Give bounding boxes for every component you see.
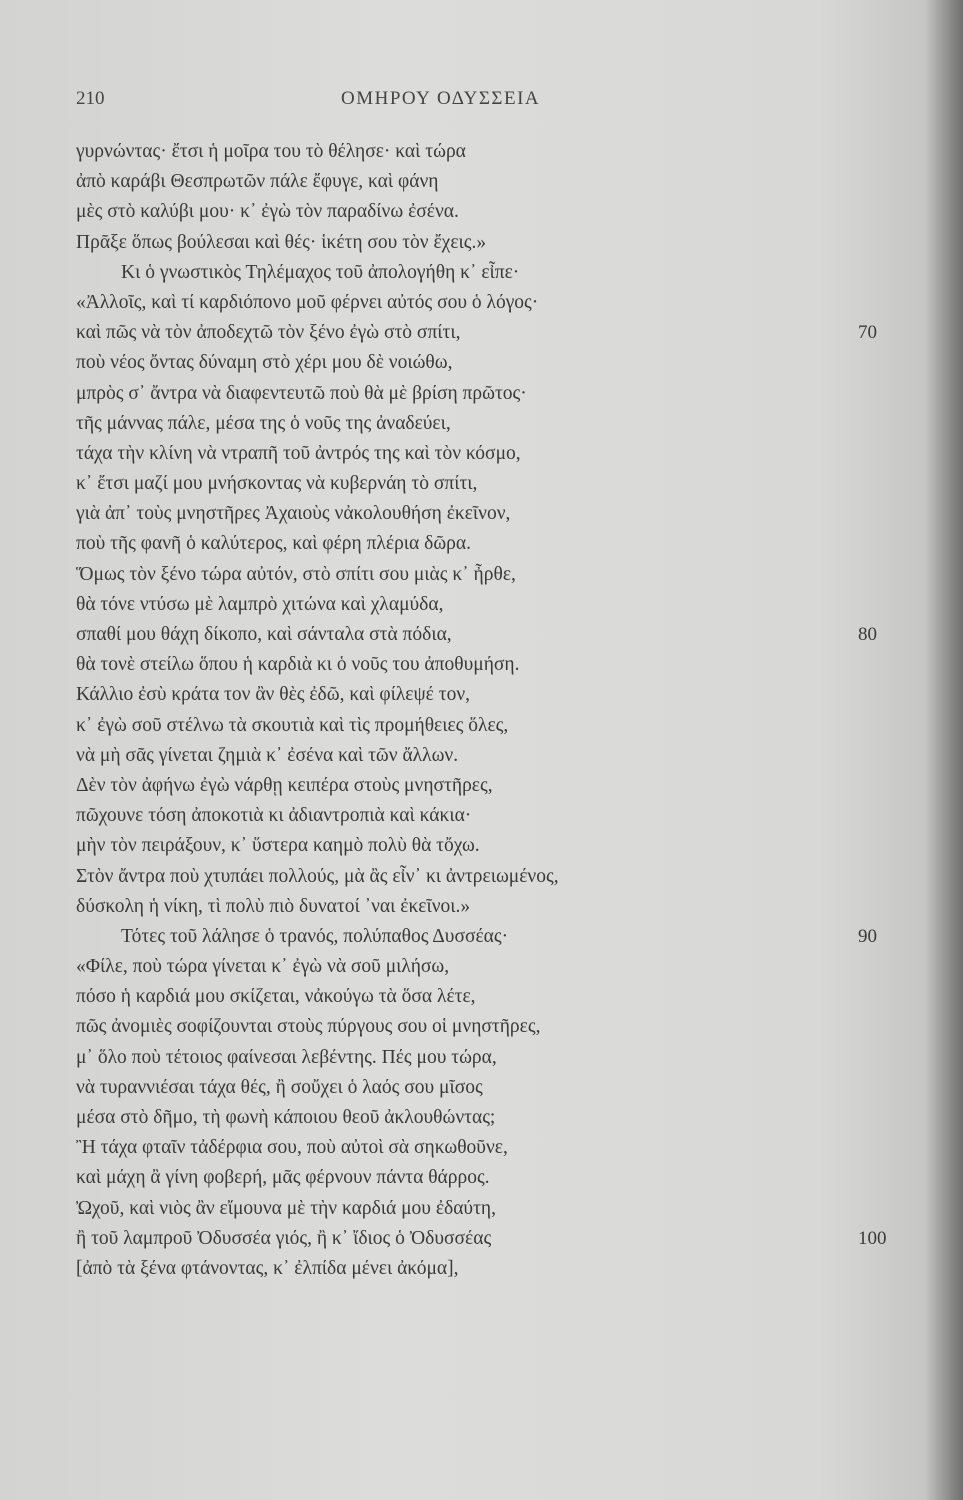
verse-text: νὰ τυραννιέσαι τάχα θές, ἢ σοὔχει ὁ λαός σου μῖσος <box>76 1076 483 1098</box>
verse-line <box>76 801 896 831</box>
verse-line <box>76 1133 896 1163</box>
verse-line <box>76 711 896 741</box>
verse-text: γυρνώντας· ἔτσι ἡ μοῖρα του τὸ θέλησε· καὶ τώρα <box>76 141 466 162</box>
poem-text <box>76 137 896 1284</box>
verse-text: μ᾿ ὅλο ποὺ τέτοιος φαίνεσαι λεβέντης. Πές μου τώρα, <box>76 1046 497 1068</box>
verse-line <box>76 1254 896 1284</box>
verse-line <box>76 1224 896 1254</box>
verse-text: ἢ τοῦ λαμπροῦ Ὀδυσσέα γιός, ἢ κ᾿ ἴδιος ὁ Ὀδυσσέας <box>76 1227 492 1249</box>
verse-line <box>76 469 896 499</box>
verse-line <box>76 288 896 318</box>
verse-line <box>76 831 896 861</box>
verse-line <box>76 318 896 348</box>
verse-line <box>76 137 896 167</box>
verse-text: κ᾿ ἐγὼ σοῦ στέλνω τὰ σκουτιὰ καὶ τὶς προμήθειες ὅλες, <box>76 714 509 736</box>
line-number: 90 <box>858 925 877 947</box>
verse-text: τῆς μάννας πάλε, μέσα της ὁ νοῦς της ἀναδεύει, <box>76 412 451 434</box>
verse-text: Τότες τοῦ λάλησε ὁ τρανός, πολύπαθος Δυσσέας· <box>121 925 509 947</box>
line-number: 80 <box>858 624 877 645</box>
verse-line <box>76 1073 896 1103</box>
verse-line <box>76 1043 896 1073</box>
verse-text: μὴν τὸν πειράξουν, κ᾿ ὕστερα καημὸ πολὺ θὰ τὄχω. <box>76 835 480 857</box>
verse-text: πῶς ἀνομιὲς σοφίζουνται στοὺς πύργους σου οἱ μνηστῆρες, <box>76 1016 541 1038</box>
running-title: ΟΜΗΡΟΥ ΟΔΥΣΣΕΙΑ <box>341 88 541 109</box>
verse-line <box>76 197 896 227</box>
verse-line <box>76 348 896 378</box>
verse-text: μὲς στὸ καλύβι μου· κ᾿ ἐγὼ τὸν παραδίνω ἐσένα. <box>76 201 459 223</box>
verse-text: νὰ μὴ σᾶς γίνεται ζημιὰ κ᾿ ἐσένα καὶ τῶν ἄλλων. <box>76 744 459 766</box>
verse-text: σπαθί μου θάχη δίκοπο, καὶ σάνταλα στὰ πόδια, <box>76 624 452 645</box>
verse-line <box>76 862 896 892</box>
verse-line <box>76 167 896 197</box>
verse-line <box>76 439 896 469</box>
verse-text: πῶχουνε τόση ἀποκοτιὰ κι ἀδιαντροπιὰ καὶ κάκια· <box>76 805 472 827</box>
page-number: 210 <box>76 88 105 109</box>
verse-line <box>76 590 896 620</box>
verse-text: Πρᾶξε ὅπως βούλεσαι καὶ θές· ἱκέτη σου τὸν ἔχεις.» <box>76 231 487 253</box>
verse-text: μέσα στὸ δῆμο, τὴ φωνὴ κάποιου θεοῦ ἀκλουθώντας; <box>76 1107 496 1128</box>
verse-line <box>76 1103 896 1133</box>
verse-text: ποὺ τῆς φανῆ ὁ καλύτερος, καὶ φέρη πλέρια δῶρα. <box>76 533 471 555</box>
verse-text: Ὠχοῦ, καὶ νιὸς ἂν εἴμουνα μὲ τὴν καρδιά μου ἐδαύτη, <box>76 1197 496 1219</box>
verse-text: δύσκολη ἡ νίκη, τὶ πολὺ πιὸ δυνατοί ᾿ναι ἐκεῖνοι.» <box>76 895 471 917</box>
verse-line <box>76 892 896 922</box>
verse-line <box>76 741 896 771</box>
verse-line <box>76 982 896 1012</box>
verse-text: γιὰ ἀπ᾿ τοὺς μνηστῆρες Ἀχαιοὺς νἀκολουθήση ἐκεῖνον, <box>76 503 511 525</box>
page-header <box>76 88 896 118</box>
verse-text: καὶ μάχη ἂ γίνη φοβερή, μᾶς φέρνουν πάντα θάρρος. <box>76 1167 490 1189</box>
verse-text: ποὺ νέος ὄντας δύναμη στὸ χέρι μου δὲ νοιώθω, <box>76 352 453 374</box>
verse-text: θὰ τόνε ντύσω μὲ λαμπρὸ χιτώνα καὶ χλαμύδα, <box>76 593 444 615</box>
verse-text: κ᾿ ἔτσι μαζί μου μνήσκοντας νὰ κυβερνάη τὸ σπίτι, <box>76 473 478 495</box>
verse-line <box>76 379 896 409</box>
verse-line <box>76 771 896 801</box>
verse-text: Στὸν ἄντρα ποὺ χτυπάει πολλούς, μὰ ἂς εἶν᾿ κι ἀντρειωμένος, <box>76 865 559 887</box>
verse-text: «Ἀλλοῖς, καὶ τί καρδιόπονο μοῦ φέρνει αὐτός σου ὁ λόγος· <box>76 291 539 313</box>
verse-text: θὰ τονὲ στείλω ὅπου ἡ καρδιὰ κι ὁ νοῦς του ἀποθυμήση. <box>76 654 520 676</box>
verse-line <box>76 258 896 288</box>
verse-text: καὶ πῶς νὰ τὸν ἀποδεχτῶ τὸν ξένο ἐγὼ στὸ σπίτι, <box>76 322 461 344</box>
verse-line <box>76 228 896 258</box>
verse-text: «Φίλε, ποὺ τώρα γίνεται κ᾿ ἐγὼ νὰ σοῦ μιλήσω, <box>76 956 450 978</box>
verse-line <box>76 1012 896 1042</box>
verse-text: Ὅμως τὸν ξένο τώρα αὐτόν, στὸ σπίτι σου μιὰς κ᾿ ἦρθε, <box>76 563 516 585</box>
verse-text: [ἀπὸ τὰ ξένα φτάνοντας, κ᾿ ἐλπίδα μένει ἀκόμα], <box>76 1257 459 1279</box>
verse-line <box>76 560 896 590</box>
verse-text: Κι ὁ γνωστικὸς Τηλέμαχος τοῦ ἀπολογήθη κ᾿ εἶπε· <box>121 261 520 283</box>
verse-line <box>76 1163 896 1193</box>
verse-line <box>76 529 896 559</box>
line-number: 100 <box>858 1227 887 1249</box>
line-number: 70 <box>858 322 877 344</box>
verse-text: Κάλλιο ἐσὺ κράτα τον ἂν θὲς ἐδῶ, καὶ φίλεψέ τον, <box>76 684 471 706</box>
verse-text: Ἢ τάχα φταῖν τἀδέρφια σου, ποὺ αὐτοὶ σὰ σηκωθοῦνε, <box>76 1137 508 1159</box>
verse-line <box>76 499 896 529</box>
verse-line <box>76 620 896 650</box>
verse-text: ἀπὸ καράβι Θεσπρωτῶν πάλε ἔφυγε, καὶ φάνη <box>76 171 439 193</box>
verse-text: τάχα τὴν κλίνη νὰ ντραπῆ τοῦ ἀντρός της καὶ τὸν κόσμο, <box>76 442 521 464</box>
verse-text: μπρὸς σ᾿ ἄντρα νὰ διαφεντευτῶ ποὺ θὰ μὲ βρίση πρῶτος· <box>76 382 527 404</box>
verse-text: πόσο ἡ καρδιά μου σκίζεται, νἀκούγω τὰ ὅσα λέτε, <box>76 986 476 1008</box>
verse-line <box>76 650 896 680</box>
verse-line <box>76 680 896 710</box>
verse-line <box>76 1194 896 1224</box>
verse-text: Δὲν τὸν ἀφήνω ἐγὼ νάρθῃ κειπέρα στοὺς μνηστῆρες, <box>76 774 493 796</box>
verse-line <box>76 409 896 439</box>
verse-line <box>76 952 896 982</box>
verse-line <box>76 922 896 952</box>
